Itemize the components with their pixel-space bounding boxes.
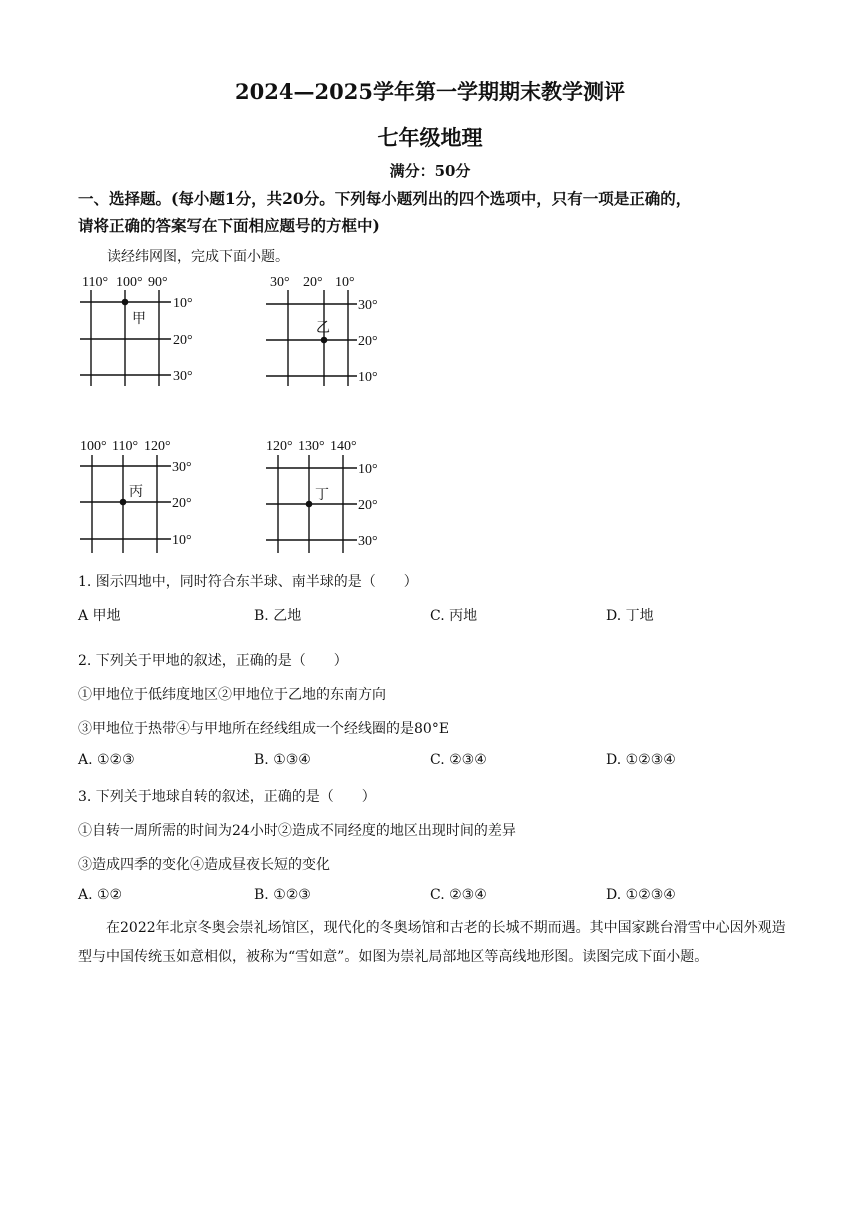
lat-label: 10° xyxy=(172,533,192,548)
question-2-stem: 2. 下列关于甲地的叙述，正确的是（ ） xyxy=(78,653,348,669)
reading-passage: 在2022年北京冬奥会崇礼场馆区，现代化的冬奥场馆和古老的长城不期而遇。其中国家跳台滑雪中心因外观造型与中国传统玉如意相似，被称为“雪如意”。如图为崇礼局部地区等高线地形图。读图完成下面小题。 xyxy=(78,920,786,965)
lon-label: 110° xyxy=(82,275,109,290)
lon-label: 10° xyxy=(335,275,355,290)
place-label: 甲 xyxy=(132,311,146,327)
lat-label: 10° xyxy=(358,462,378,477)
intro-text: 读经纬网图，完成下面小题。 xyxy=(107,249,289,265)
lon-label: 100° xyxy=(116,275,143,290)
question-1-option-c[interactable]: C. 丙地 xyxy=(430,608,478,624)
place-label: 丁 xyxy=(315,487,329,503)
lat-label: 30° xyxy=(173,369,193,384)
full-score: 满分：50分 xyxy=(389,162,471,180)
lat-lon-map-yi xyxy=(262,270,402,390)
question-3-option-b[interactable]: B. ①②③ xyxy=(254,887,311,903)
question-1-option-b[interactable]: B. 乙地 xyxy=(254,608,302,624)
question-2-option-d[interactable]: D. ①②③④ xyxy=(606,752,676,768)
question-3-statement-line: ③造成四季的变化④造成昼夜长短的变化 xyxy=(78,857,330,873)
lon-label: 90° xyxy=(148,275,168,290)
place-label: 乙 xyxy=(316,320,330,336)
question-2-option-c[interactable]: C. ②③④ xyxy=(430,752,487,768)
lat-lon-map-ding xyxy=(262,433,402,557)
lat-lon-map-jia xyxy=(76,270,216,390)
lat-lon-map-bing xyxy=(76,433,216,557)
section-heading-line1: 一、选择题。(每小题1分，共20分。下列每小题列出的四个选项中，只有一项是正确的， xyxy=(78,189,692,208)
question-2-statement-line: ③甲地位于热带④与甲地所在经线组成一个经线圈的是80°E xyxy=(78,721,450,737)
lat-label: 10° xyxy=(173,296,193,311)
question-3-stem: 3. 下列关于地球自转的叙述，正确的是（ ） xyxy=(78,789,376,805)
question-3-statement-line: ①自转一周所需的时间为24小时②造成不同经度的地区出现时间的差异 xyxy=(78,823,516,839)
lat-label: 30° xyxy=(172,460,192,475)
question-2-statement-line: ①甲地位于低纬度地区②甲地位于乙地的东南方向 xyxy=(78,687,386,703)
place-label: 丙 xyxy=(129,484,143,500)
exam-title: 2024—2025学年第一学期期末教学测评 xyxy=(235,79,625,104)
lat-label: 10° xyxy=(358,370,378,385)
question-2-option-a[interactable]: A. ①②③ xyxy=(78,752,135,768)
location-dot xyxy=(321,337,328,344)
lat-label: 20° xyxy=(172,496,192,511)
lat-label: 30° xyxy=(358,534,378,549)
question-3-option-d[interactable]: D. ①②③④ xyxy=(606,887,676,903)
lat-label: 20° xyxy=(358,334,378,349)
lat-label: 20° xyxy=(358,498,378,513)
lon-label: 130° xyxy=(298,439,325,454)
location-dot xyxy=(122,299,129,306)
section-heading-line2: 请将正确的答案写在下面相应题号的方框中) xyxy=(78,216,380,235)
lon-label: 110° xyxy=(112,439,139,454)
lon-label: 120° xyxy=(144,439,171,454)
lon-label: 20° xyxy=(303,275,323,290)
location-dot xyxy=(306,501,313,508)
question-1-stem: 1. 图示四地中，同时符合东半球、南半球的是（ ） xyxy=(78,574,418,590)
lon-label: 120° xyxy=(266,439,293,454)
lon-label: 30° xyxy=(270,275,290,290)
question-1-option-a[interactable]: A 甲地 xyxy=(78,608,121,624)
subject-title: 七年级地理 xyxy=(377,125,483,150)
location-dot xyxy=(120,499,127,506)
question-3-option-c[interactable]: C. ②③④ xyxy=(430,887,487,903)
lat-label: 20° xyxy=(173,333,193,348)
lon-label: 100° xyxy=(80,439,107,454)
lon-label: 140° xyxy=(330,439,357,454)
question-2-option-b[interactable]: B. ①③④ xyxy=(254,752,311,768)
question-3-option-a[interactable]: A. ①② xyxy=(78,887,123,903)
lat-label: 30° xyxy=(358,298,378,313)
question-1-option-d[interactable]: D. 丁地 xyxy=(606,608,654,624)
